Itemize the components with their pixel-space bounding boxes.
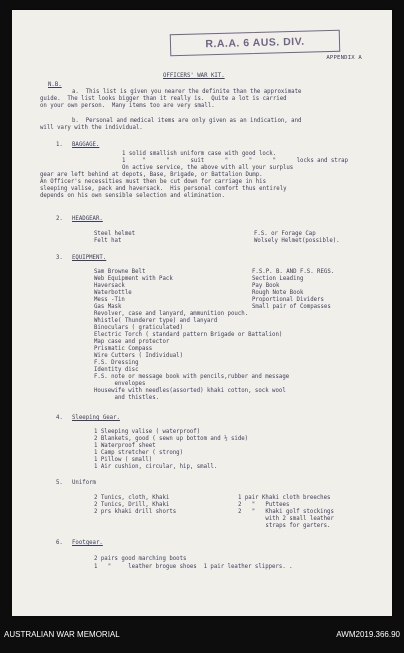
nb-para-a-line: guide. The list looks bigger than it really is. Quite a lot is carried <box>40 96 287 102</box>
section-number: 3. <box>56 255 63 261</box>
equipment-item: Rough Note Book <box>252 290 304 296</box>
uniform-item: 2 prs khaki drill shorts <box>94 509 177 515</box>
headgear-item: F.S. or Forage Cap <box>254 231 316 237</box>
headgear-item: Felt hat <box>94 238 122 244</box>
section-number: 5. <box>56 480 63 486</box>
equipment-line: Prismatic Compass <box>94 346 153 352</box>
uniform-item: 1 pair Khaki cloth breeches <box>238 495 331 501</box>
uniform-item: 2 Tunics, Drill, Khaki <box>94 502 170 508</box>
equipment-item: Waterbottle <box>94 290 132 296</box>
equipment-line: Revolver, case and lanyard, ammunition pouch. <box>94 311 249 317</box>
uniform-item: 2 " Khaki golf stockings <box>238 509 334 515</box>
document-title: OFFICERS' WAR KIT. <box>163 73 225 79</box>
nb-para-b-line: will vary with the individual. <box>40 125 143 131</box>
section-number: 4. <box>56 415 63 421</box>
section-heading-headgear: HEADGEAR. <box>72 216 103 222</box>
sleeping-gear-item: 1 Sleeping valise ( waterproof) <box>94 429 201 435</box>
nb-para-a-line: a. This list is given you nearer the definite than the approximate <box>72 89 302 95</box>
section-heading-sleeping-gear: Sleeping Gear. <box>72 415 120 421</box>
equipment-line: Identity disc <box>94 367 139 373</box>
archive-name: AUSTRALIAN WAR MEMORIAL <box>4 630 120 639</box>
uniform-item: with 2 small leather <box>238 516 334 522</box>
document-page <box>12 10 392 616</box>
section-heading-footgear: Footgear. <box>72 540 103 546</box>
footgear-item: 1 " leather brogue shoes 1 pair leather slippers. . <box>94 564 293 570</box>
footgear-item: 2 pairs good marching boots <box>94 556 187 562</box>
equipment-item: Sam Browne Belt <box>94 269 146 275</box>
equipment-item: Mess -Tin <box>94 297 125 303</box>
equipment-line: Map case and protector <box>94 339 170 345</box>
equipment-item: Haversack <box>94 283 125 289</box>
section-heading-uniform: Uniform <box>72 480 96 486</box>
equipment-line: F.S. Dressing <box>94 360 139 366</box>
baggage-line: gear are left behind at depots, Base, Brigade, or Battalion Dump. <box>40 172 263 178</box>
unit-stamp: R.A.A. 6 AUS. DIV. <box>170 30 341 56</box>
section-number: 2. <box>56 216 63 222</box>
headgear-item: Wolsely Helmet(possible). <box>254 238 340 244</box>
section-number: 1. <box>56 142 63 148</box>
equipment-item: Gas Mask <box>94 304 122 310</box>
section-heading-baggage: BAGGAGE. <box>72 142 100 148</box>
archive-reference: AWM2019.366.90 <box>336 630 400 639</box>
equipment-line: Housewife with needles(assorted) khaki cotton, sock wool <box>94 388 286 394</box>
baggage-line: depends on his own sensible selection and elimination. <box>40 193 225 199</box>
uniform-item: 2 Tunics, cloth, Khaki <box>94 495 170 501</box>
baggage-line: sleeping valise, pack and haversack. His personal comfort thus entirely <box>40 186 287 192</box>
archive-footer <box>0 616 404 653</box>
section-heading-equipment: EQUIPMENT. <box>72 255 107 261</box>
equipment-line: and thistles. <box>94 395 160 401</box>
section-number: 6. <box>56 540 63 546</box>
sleeping-gear-item: 2 Blankets, good ( sewn up bottom and ½ side) <box>94 436 249 442</box>
equipment-item: Pay Book <box>252 283 280 289</box>
appendix-label: APPENDIX A <box>326 55 362 61</box>
equipment-line: Binoculars ( graticulated) <box>94 325 184 331</box>
baggage-line: On active service, the above with all your surplus <box>122 165 294 171</box>
equipment-line: Wire Cutters ( Individual) <box>94 353 184 359</box>
nb-label: N.B. <box>48 82 62 88</box>
equipment-item: Proportional Dividers <box>252 297 324 303</box>
equipment-item: F.S.P. B. AND F.S. REGS. <box>252 269 335 275</box>
headgear-item: Steel helmet <box>94 231 136 237</box>
baggage-line: An Officer's necessities must then be cut down for carriage in his <box>40 179 266 185</box>
equipment-line: envelopes <box>94 381 146 387</box>
equipment-item: Section Leading <box>252 276 304 282</box>
sleeping-gear-item: 1 Air cushion, circular, hip, small. <box>94 464 218 470</box>
sleeping-gear-item: 1 Waterproof sheet <box>94 443 156 449</box>
equipment-item: Small pair of Compasses <box>252 304 331 310</box>
sleeping-gear-item: 1 Camp stretcher ( strong) <box>94 450 184 456</box>
baggage-line: 1 solid smallish uniform case with good lock. <box>122 151 277 157</box>
nb-para-b-line: b. Personal and medical items are only given as an indication, and <box>72 118 302 124</box>
baggage-line: 1 " " suit " " " locks and strap <box>122 158 348 164</box>
nb-para-a-line: on your own person. Many items too are very small. <box>40 103 215 109</box>
equipment-item: Web Equipment with Pack <box>94 276 173 282</box>
uniform-item: 2 " Puttees <box>238 502 290 508</box>
equipment-line: Whistle( Thunderer type) and lanyard <box>94 318 218 324</box>
equipment-line: Electric Torch ( standard pattern Brigade or Battalion) <box>94 332 283 338</box>
sleeping-gear-item: 1 Pillow ( small) <box>94 457 153 463</box>
equipment-line: F.S. note or message book with pencils,rubber and message <box>94 374 290 380</box>
uniform-item: straps for garters. <box>238 523 331 529</box>
